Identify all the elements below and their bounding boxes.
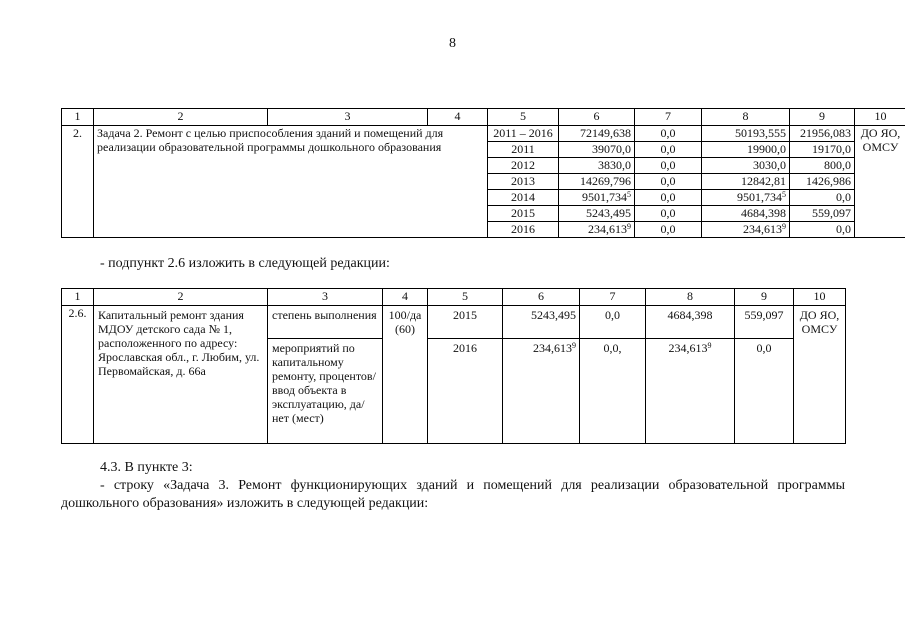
subpoint-instruction: - подпункт 2.6 изложить в следующей редакции: xyxy=(100,256,390,271)
header-cell: 6 xyxy=(559,109,635,126)
header-cell: 10 xyxy=(794,289,846,306)
executor-cell: ДО ЯО, ОМСУ xyxy=(855,126,905,238)
federal-cell: 0,0 xyxy=(635,142,702,158)
header-cell: 8 xyxy=(646,289,735,306)
row-number: 2. xyxy=(62,126,94,238)
total-cell: 5243,495 xyxy=(503,306,580,339)
year-cell: 2015 xyxy=(428,306,503,339)
federal-cell: 0,0 xyxy=(635,158,702,174)
local-cell: 1426,986 xyxy=(790,174,855,190)
regional-cell: 4684,398 xyxy=(702,206,790,222)
federal-cell: 0,0 xyxy=(635,174,702,190)
regional-cell: 9501,734$^5$ xyxy=(702,190,790,206)
header-cell: 3 xyxy=(268,289,383,306)
regional-cell: 50193,555 xyxy=(702,126,790,142)
header-cell: 5 xyxy=(428,289,503,306)
regional-cell: 4684,398 xyxy=(646,306,735,339)
total-cell: 234,613$^9$ xyxy=(559,222,635,238)
header-cell: 7 xyxy=(635,109,702,126)
year-cell: 2011 – 2016 xyxy=(488,126,559,142)
federal-cell: 0,0 xyxy=(635,126,702,142)
regional-cell: 12842,81 xyxy=(702,174,790,190)
task-name: Задача 2. Ремонт с целью приспособления зданий и помещений для реализации образовательной программы дошкольного образования xyxy=(94,126,488,238)
header-cell: 6 xyxy=(503,289,580,306)
local-cell: 559,097 xyxy=(735,306,794,339)
indicator-value: 100/да (60) xyxy=(383,306,428,444)
local-cell: 0,0 xyxy=(790,222,855,238)
year-cell: 2016 xyxy=(488,222,559,238)
local-cell: 21956,083 xyxy=(790,126,855,142)
header-cell: 5 xyxy=(488,109,559,126)
year-cell: 2015 xyxy=(488,206,559,222)
year-cell: 2016 xyxy=(428,339,503,444)
regional-cell: 234,613$^9$ xyxy=(702,222,790,238)
executor-cell: ДО ЯО, ОМСУ xyxy=(794,306,846,444)
header-cell: 1 xyxy=(62,109,94,126)
program-table-task-2 xyxy=(61,108,905,238)
header-cell: 2 xyxy=(94,109,268,126)
row-number: 2.6. xyxy=(62,306,94,444)
header-cell: 9 xyxy=(790,109,855,126)
header-cell: 2 xyxy=(94,289,268,306)
total-cell: 234,613$^9$ xyxy=(503,339,580,444)
header-cell: 7 xyxy=(580,289,646,306)
header-cell: 4 xyxy=(428,109,488,126)
indicator-name-bottom: мероприятий по капитальному ремонту, процентов/ ввод объекта в эксплуатацию, да/нет (мест) xyxy=(268,339,383,444)
header-cell: 1 xyxy=(62,289,94,306)
header-cell: 9 xyxy=(735,289,794,306)
local-cell: 19170,0 xyxy=(790,142,855,158)
indicator-name-top: степень выполнения xyxy=(268,306,383,339)
regional-cell: 19900,0 xyxy=(702,142,790,158)
federal-cell: 0,0 xyxy=(635,222,702,238)
total-cell: 14269,796 xyxy=(559,174,635,190)
page-number: 8 xyxy=(449,36,456,51)
regional-cell: 3030,0 xyxy=(702,158,790,174)
federal-cell: 0,0, xyxy=(580,339,646,444)
federal-cell: 0,0 xyxy=(635,206,702,222)
total-cell: 72149,638 xyxy=(559,126,635,142)
measure-name: Капитальный ремонт здания МДОУ детского сада № 1, расположенного по адресу: Ярославская обл., г. Любим, ул. Первомайская, д. 66а xyxy=(94,306,268,444)
federal-cell: 0,0 xyxy=(635,190,702,206)
local-cell: 0,0 xyxy=(790,190,855,206)
year-cell: 2011 xyxy=(488,142,559,158)
regional-cell: 234,613$^9$ xyxy=(646,339,735,444)
year-cell: 2014 xyxy=(488,190,559,206)
local-cell: 0,0 xyxy=(735,339,794,444)
year-cell: 2013 xyxy=(488,174,559,190)
federal-cell: 0,0 xyxy=(580,306,646,339)
total-cell: 39070,0 xyxy=(559,142,635,158)
program-table-subpoint-2-6 xyxy=(61,288,846,444)
header-cell: 3 xyxy=(268,109,428,126)
header-cell: 8 xyxy=(702,109,790,126)
table-row xyxy=(62,126,905,142)
table-header-row xyxy=(62,109,905,126)
total-cell: 5243,495 xyxy=(559,206,635,222)
header-cell: 10 xyxy=(855,109,905,126)
year-cell: 2012 xyxy=(488,158,559,174)
task-3-instruction: - строку «Задача 3. Ремонт функционирующих зданий и помещений для реализации образовательной программы дошкольного образования» изложить в следующей редакции: xyxy=(61,478,845,511)
table-header-row xyxy=(62,289,846,306)
header-cell: 4 xyxy=(383,289,428,306)
local-cell: 800,0 xyxy=(790,158,855,174)
local-cell: 559,097 xyxy=(790,206,855,222)
total-cell: 3830,0 xyxy=(559,158,635,174)
section-heading: 4.3. В пункте 3: xyxy=(100,460,193,475)
total-cell: 9501,734$^5$ xyxy=(559,190,635,206)
table-row xyxy=(62,306,846,339)
